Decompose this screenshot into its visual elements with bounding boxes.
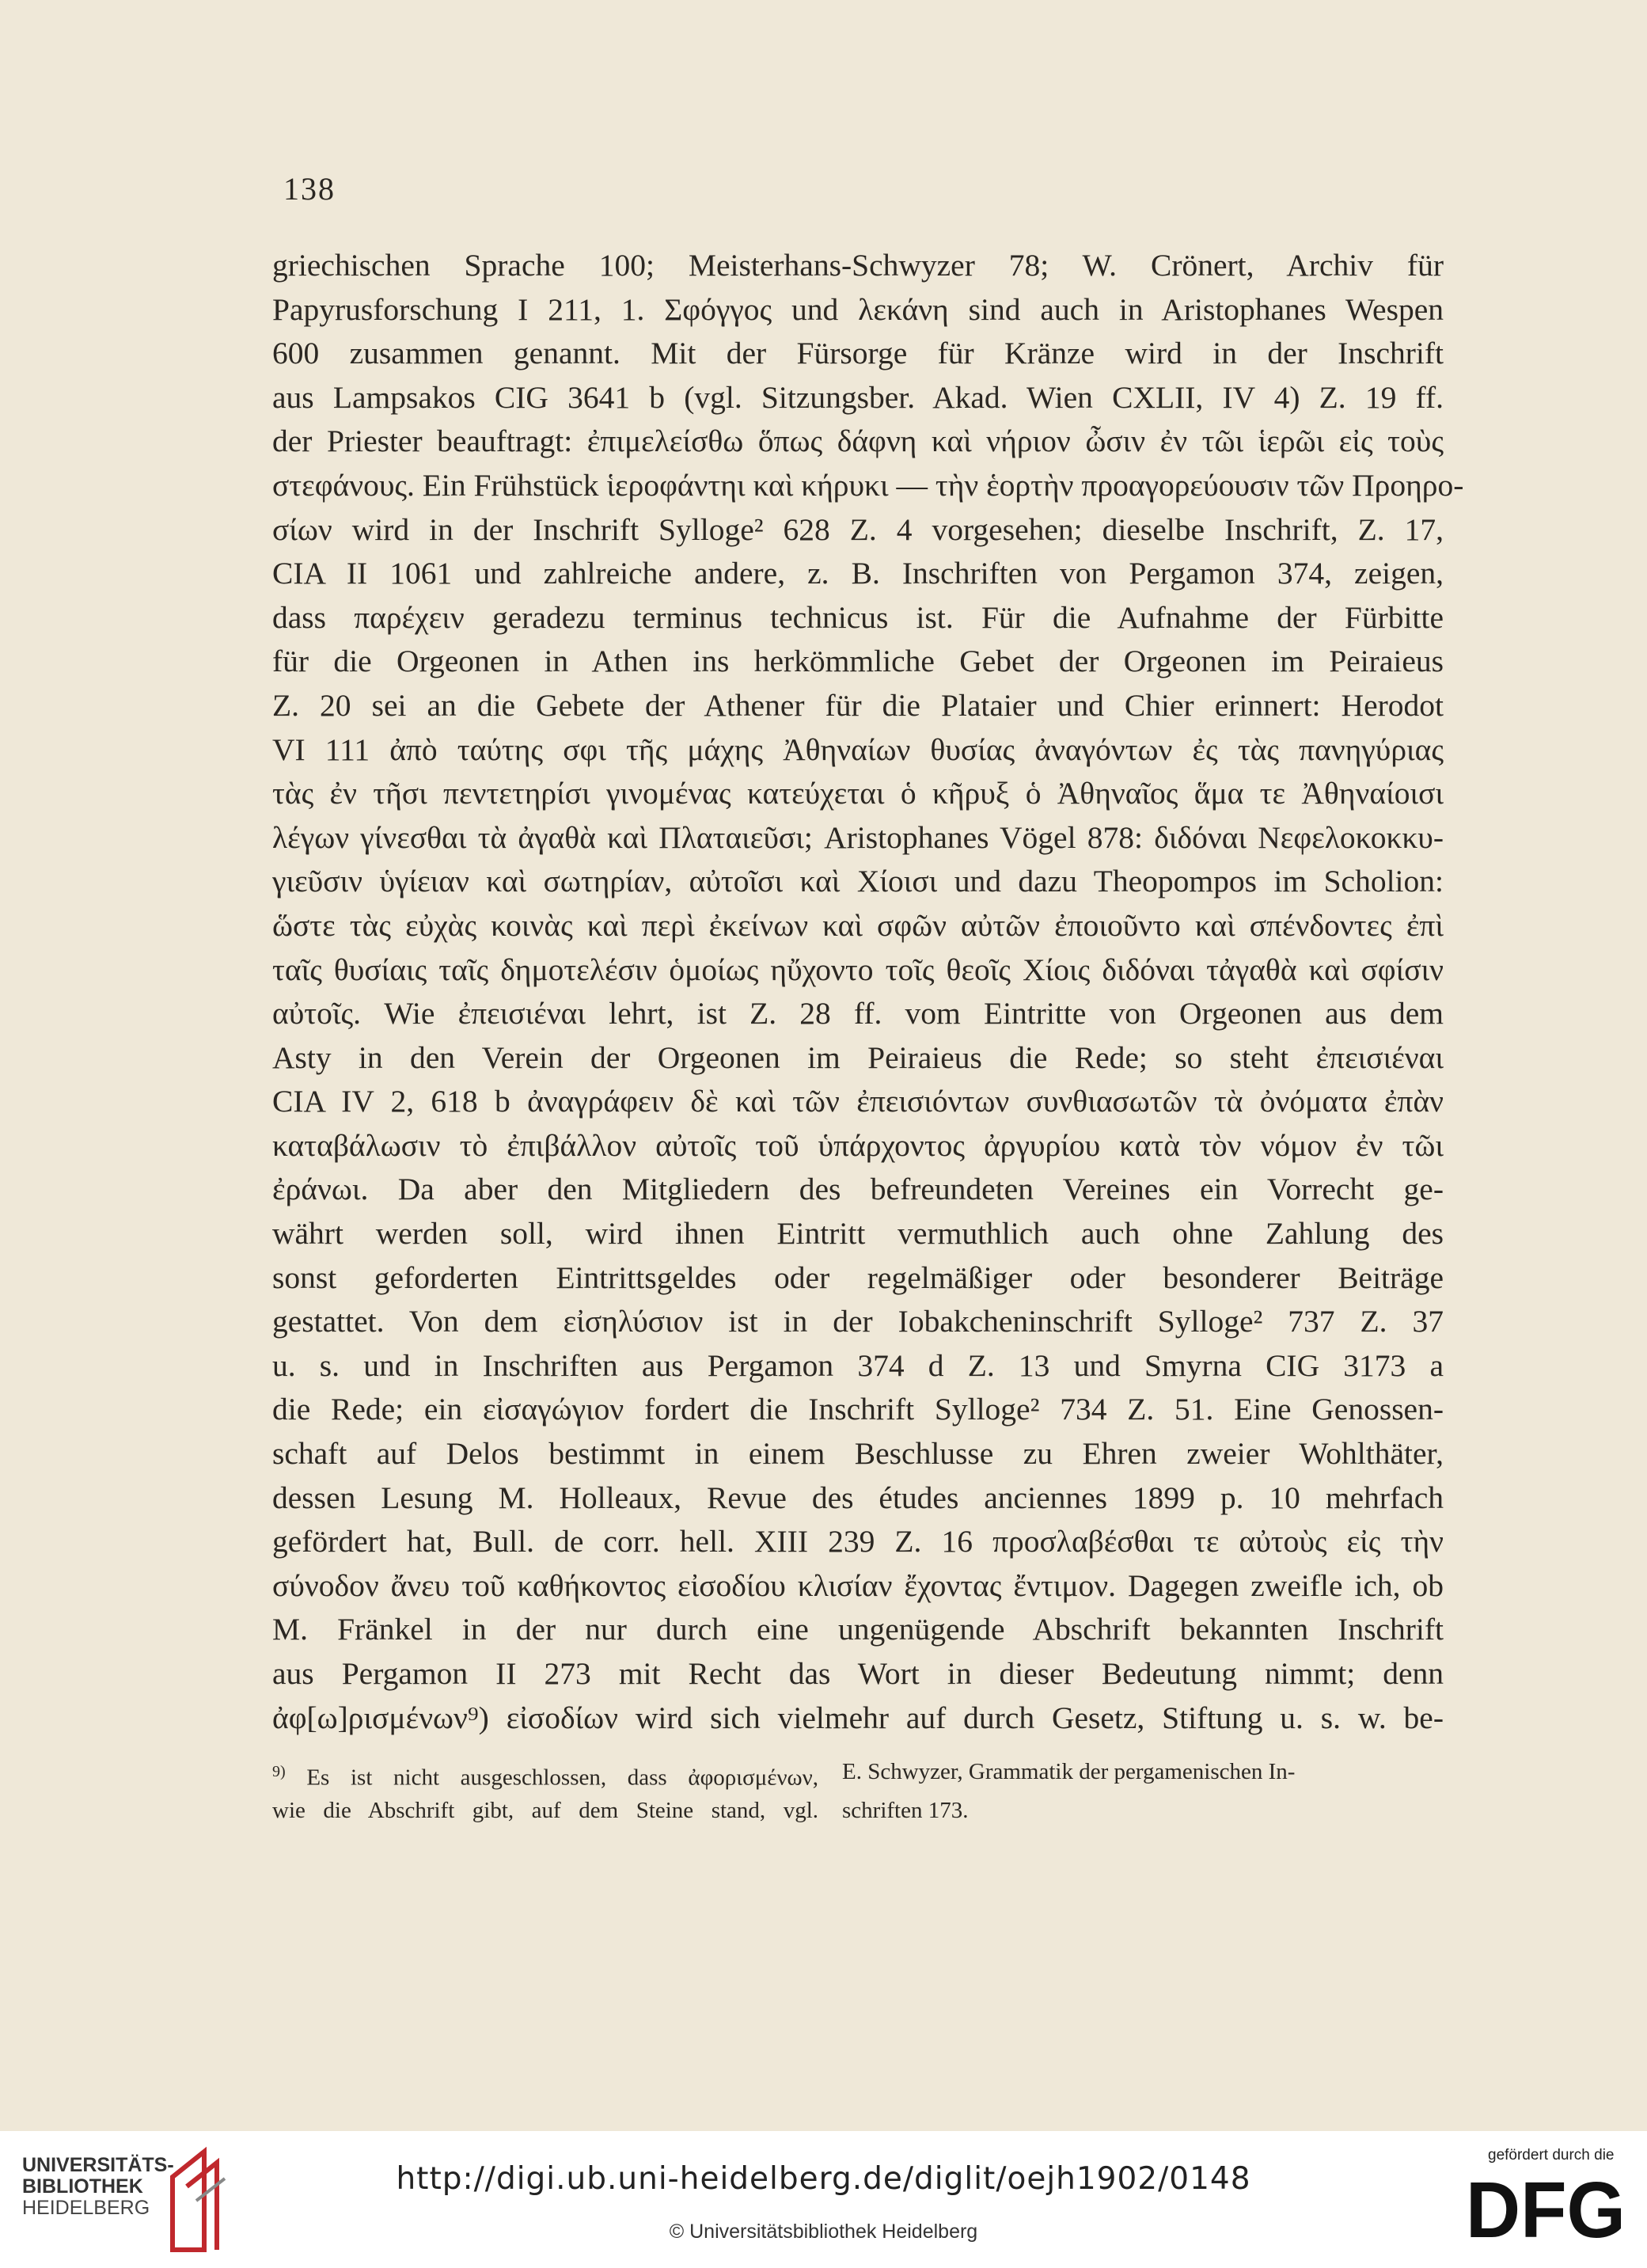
- text-line: für die Orgeonen in Athen ins herkömmliche Gebet der Orgeonen im Peiraieus: [272, 644, 1444, 679]
- text-line: τὰς ἐν τῆσι πεντετηρίσι γινομένας κατεύχεται ὁ κῆρυξ ὁ Ἀθηναῖος ἅμα τε Ἀθηναίοισι: [272, 776, 1444, 811]
- funding-label: gefördert durch die: [1488, 2147, 1615, 2164]
- footnote-row-1: [272, 1756, 1444, 1795]
- text-line: die Rede; ein εἰσαγώγιον fordert die Inschrift Sylloge² 734 Z. 51. Eine Genossen-: [272, 1392, 1444, 1427]
- text-line: στεφάνους. Ein Frühstück ἱεροφάντηι καὶ κήρυκι — τὴν ἑορτὴν προαγορεύουσιν τῶν Προηρο-: [272, 467, 1464, 503]
- footnote-left-line: wie die Abschrift gibt, auf dem Steine stand, vgl.: [272, 1797, 818, 1823]
- text-line: ἀφ[ω]ρισμένων⁹) εἰσοδίων wird sich vielmehr auf durch Gesetz, Stiftung u. s. w. be-: [272, 1700, 1444, 1735]
- page-url-link[interactable]: http://digi.ub.uni-heidelberg.de/diglit/oejh1902/0148: [396, 2161, 1251, 2197]
- footnote-right-line: E. Schwyzer, Grammatik der pergamenischen In-: [842, 1759, 1296, 1784]
- text-line: σύνοδον ἄνευ τοῦ καθήκοντος εἰσοδίου κλισίαν ἔχοντας ἔντιμον. Dagegen zweifle ich, ob: [272, 1567, 1444, 1603]
- library-name-line: HEIDELBERG: [22, 2197, 150, 2219]
- footnote-left-line: [272, 1756, 818, 1795]
- footnote-text: Es ist nicht ausgeschlossen, dass ἀφορισμένων,: [306, 1765, 818, 1791]
- library-name-line: BIBLIOTHEK: [22, 2175, 143, 2198]
- dfg-logo-text: DFG: [1466, 2169, 1626, 2244]
- copyright-notice: © Universitätsbibliothek Heidelberg: [669, 2221, 978, 2243]
- text-line: Asty in den Verein der Orgeonen im Peiraieus die Rede; so steht ἐπεισιέναι: [272, 1039, 1444, 1075]
- body-text: [272, 244, 1464, 1740]
- text-line: sonst geforderten Eintrittsgeldes oder regelmäßiger oder besonderer Beiträge: [272, 1259, 1444, 1295]
- text-line: VI 111 ἀπὸ ταύτης σφι τῆς μάχης Ἀθηναίων θυσίας ἀναγόντων ἐς τὰς πανηγύριας: [272, 731, 1444, 767]
- text-line: der Priester beauftragt: ἐπιμελείσθω ὅπως δάφνη καὶ νήριον ὦσιν ἐν τῶι ἱερῶι εἰς τοὺς: [272, 424, 1444, 459]
- footnote-marker: 9): [272, 1763, 286, 1780]
- text-line: σίων wird in der Inschrift Sylloge² 628 Z. 4 vorgesehen; dieselbe Inschrift, Z. 17,: [272, 511, 1444, 547]
- text-line: Papyrusforschung I 211, 1. Σφόγγος und λεκάνη sind auch in Aristophanes Wespen: [272, 291, 1444, 327]
- dfg-logo[interactable]: [1466, 2169, 1626, 2244]
- text-line: M. Fränkel in der nur durch eine ungenügende Abschrift bekannten Inschrift: [272, 1612, 1444, 1647]
- footnote: [272, 1756, 1444, 1827]
- text-line: γιεῦσιν ὑγίειαν καὶ σωτηρίαν, αὐτοῖσι καὶ Χίοισι und dazu Theopompos im Scholion:: [272, 864, 1444, 899]
- text-line: λέγων γίνεσθαι τὰ ἀγαθὰ καὶ Πλαταιεῦσι; Aristophanes Vögel 878: διδόναι Νεφελοκοκκυ-: [272, 819, 1444, 855]
- text-line: u. s. und in Inschriften aus Pergamon 374 d Z. 13 und Smyrna CIG 3173 a: [272, 1347, 1444, 1383]
- text-line: ὥστε τὰς εὐχὰς κοινὰς καὶ περὶ ἐκείνων καὶ σφῶν αὐτῶν ἐποιοῦντο καὶ σπένδοντες ἐπὶ: [272, 907, 1444, 943]
- library-name-line: UNIVERSITÄTS-: [22, 2154, 174, 2176]
- text-line: dessen Lesung M. Holleaux, Revue des études anciennes 1899 p. 10 mehrfach: [272, 1480, 1444, 1515]
- text-line: griechischen Sprache 100; Meisterhans-Schwyzer 78; W. Crönert, Archiv für: [272, 248, 1444, 283]
- text-line: aus Lampsakos CIG 3641 b (vgl. Sitzungsber. Akad. Wien CXLII, IV 4) Z. 19 ff.: [272, 379, 1444, 415]
- footnote-right-line: schriften 173.: [842, 1797, 969, 1823]
- text-line: αὐτοῖς. Wie ἐπεισιέναι lehrt, ist Z. 28 ff. vom Eintritte von Orgeonen aus dem: [272, 996, 1444, 1031]
- footnote-row-2: [272, 1795, 1444, 1827]
- text-line: ταῖς θυσίαις ταῖς δημοτελέσιν ὁμοίως ηὔχοντο τοῖς θεοῖς Χίοις διδόναι τἀγαθὰ καὶ σφίσιν: [272, 952, 1444, 987]
- text-line: CIA II 1061 und zahlreiche andere, z. B. Inschriften von Pergamon 374, zeigen,: [272, 556, 1444, 591]
- page-number: 138: [283, 171, 336, 207]
- text-line: gefördert hat, Bull. de corr. hell. XIII 239 Z. 16 προσλαβέσθαι τε αὐτοὺς εἰς τὴν: [272, 1524, 1444, 1559]
- viewer-footer: [0, 2131, 1647, 2268]
- text-line: Z. 20 sei an die Gebete der Athener für die Plataier und Chier erinnert: Herodot: [272, 687, 1444, 723]
- text-line: CIA IV 2, 618 b ἀναγράφειν δὲ καὶ τῶν ἐπεισιόντων συνθιασωτῶν τὰ ὀνόματα ἐπὰν: [272, 1084, 1444, 1119]
- text-line: καταβάλωσιν τὸ ἐπιβάλλον αὐτοῖς τοῦ ὑπάρχοντος ἀργυρίου κατὰ τὸν νόμον ἐν τῶι: [272, 1127, 1444, 1163]
- text-line: währt werden soll, wird ihnen Eintritt vermuthlich auch ohne Zahlung des: [272, 1216, 1444, 1252]
- text-line: dass παρέχειν geradezu terminus technicus ist. Für die Aufnahme der Fürbitte: [272, 599, 1444, 635]
- text-line: aus Pergamon II 273 mit Recht das Wort in dieser Bedeutung nimmt; denn: [272, 1656, 1444, 1691]
- text-line: gestattet. Von dem εἰσηλύσιον ist in der Iobakcheninschrift Sylloge² 737 Z. 37: [272, 1304, 1444, 1339]
- text-line: ἐράνωι. Da aber den Mitgliedern des befreundeten Vereines ein Vorrecht ge-: [272, 1172, 1444, 1207]
- text-line: 600 zusammen genannt. Mit der Fürsorge für Kränze wird in der Inschrift: [272, 336, 1444, 371]
- text-line: schaft auf Delos bestimmt in einem Beschlusse zu Ehren zweier Wohlthäter,: [272, 1436, 1444, 1472]
